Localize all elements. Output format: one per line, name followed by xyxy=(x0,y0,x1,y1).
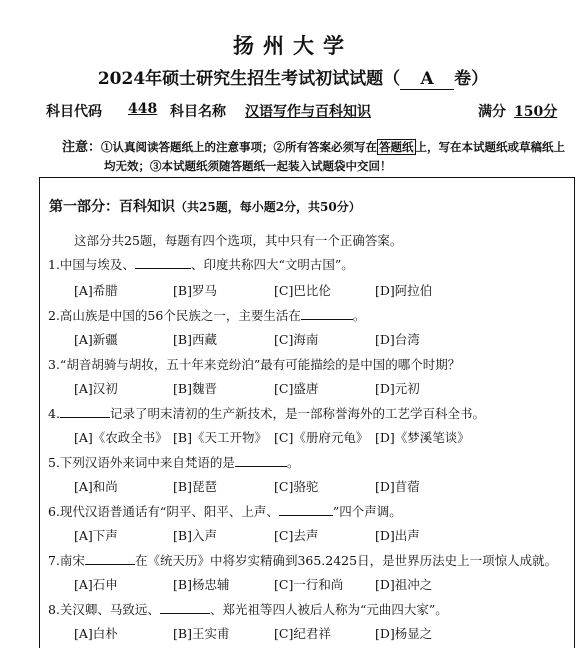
option-b: [B]琵琶 xyxy=(173,479,217,494)
subject-code: 448 xyxy=(128,101,158,117)
subject-name-label: 科目名称 xyxy=(170,104,226,120)
full-score-label: 满分 xyxy=(478,104,506,120)
option-c: [C]巴比伦 xyxy=(274,283,331,298)
question-text: 。 xyxy=(352,308,366,323)
answer-blank xyxy=(85,552,135,565)
notice-line-2: 均无效；③本试题纸须随答题纸一起装入试题袋中交回！ xyxy=(104,159,392,173)
answer-blank xyxy=(60,405,110,418)
option-b: [B]西藏 xyxy=(173,332,217,347)
question-text: 1.中国与埃及、 xyxy=(48,257,135,272)
option-b: [B]杨忠辅 xyxy=(173,577,230,592)
option-a: [A]汉初 xyxy=(74,381,118,396)
question-4 xyxy=(48,404,485,422)
exam-title xyxy=(0,64,586,90)
exam-title-suffix: 卷） xyxy=(454,69,489,89)
option-d: [D]苜蓿 xyxy=(375,479,420,494)
answer-blank xyxy=(301,307,353,320)
option-d: [D]《梦溪笔谈》 xyxy=(375,430,470,445)
option-c: [C]盛唐 xyxy=(274,381,319,396)
question-text: 6.现代汉语普通话有“阴平、阳平、上声、 xyxy=(48,504,279,519)
option-d: [D]杨显之 xyxy=(375,626,433,641)
question-5 xyxy=(48,453,299,471)
option-c: [C]骆驼 xyxy=(274,479,319,494)
section-title-text: 第一部分：百科知识 xyxy=(49,199,175,215)
question-7 xyxy=(48,551,557,569)
question-6 xyxy=(48,502,402,520)
answer-blank xyxy=(135,256,191,269)
option-d: [D]阿拉伯 xyxy=(375,283,433,298)
notice-boxed-word: 答题纸 xyxy=(379,140,414,154)
exam-title-prefix: 2024年硕士研究生招生考试初试试题（ xyxy=(97,69,401,89)
section-intro: 这部分共25题，每题有四个选项，其中只有一个正确答案。 xyxy=(74,233,403,248)
option-c: [C]《册府元龟》 xyxy=(274,430,369,445)
option-a: [A]新疆 xyxy=(74,332,118,347)
question-3: 3.“胡音胡骑与胡妆，五十年来竞纷泊”最有可能描绘的是中国的哪个时期？ xyxy=(48,357,461,372)
question-text: ”四个声调。 xyxy=(332,504,402,519)
question-text: 记录了明末清初的生产新技术，是一部称誉海外的工艺学百科全书。 xyxy=(109,406,485,421)
option-a: [A]下声 xyxy=(74,528,118,543)
question-2 xyxy=(48,306,365,324)
option-c: [C]一行和尚 xyxy=(274,577,344,592)
university-name: 扬州大学 xyxy=(233,33,353,58)
notice-text-b: 上，写在本试题纸或草稿纸上 xyxy=(415,140,566,154)
notice-text-a: ①认真阅读答题纸上的注意事项；②所有答案必须写在 xyxy=(101,140,378,154)
subject-name: 汉语写作与百科知识 xyxy=(245,104,371,120)
option-b: [B]《天工开物》 xyxy=(173,430,267,445)
question-text: 4. xyxy=(48,406,60,421)
question-text: 、印度共称四大“文明古国”。 xyxy=(190,257,354,272)
answer-blank xyxy=(160,601,210,614)
option-c: [C]海南 xyxy=(274,332,319,347)
exam-volume: A xyxy=(400,69,454,90)
option-b: [B]入声 xyxy=(173,528,217,543)
option-a: [A]和尚 xyxy=(74,479,118,494)
answer-blank xyxy=(279,503,333,516)
option-c: [C]去声 xyxy=(274,528,319,543)
subject-code-label: 科目代码 xyxy=(46,104,102,120)
answer-blank xyxy=(235,454,287,467)
section-title xyxy=(49,196,361,216)
option-d: [D]元初 xyxy=(375,381,420,396)
question-1 xyxy=(48,255,354,273)
option-a: [A]希腊 xyxy=(74,283,118,298)
option-d: [D]出声 xyxy=(375,528,420,543)
option-a: [A]石申 xyxy=(74,577,118,592)
option-b: [B]王实甫 xyxy=(173,626,230,641)
option-d: [D]祖冲之 xyxy=(375,577,433,592)
notice-label: 注意： xyxy=(62,140,102,155)
question-text: 5.下列汉语外来词中来自梵语的是 xyxy=(48,455,235,470)
option-b: [B]魏晋 xyxy=(173,381,217,396)
notice-line-1 xyxy=(62,136,565,155)
question-text: 2.高山族是中国的56个民族之一，主要生活在 xyxy=(48,308,301,323)
option-d: [D]台湾 xyxy=(375,332,420,347)
section-detail: （共25题，每小题2分，共50分） xyxy=(175,200,361,214)
option-a: [A]白朴 xyxy=(74,626,118,641)
option-c: [C]纪君祥 xyxy=(274,626,331,641)
question-text: 8.关汉卿、马致远、 xyxy=(48,602,160,617)
option-b: [B]罗马 xyxy=(173,283,217,298)
question-8 xyxy=(48,600,448,618)
question-text: 7.南宋 xyxy=(48,553,85,568)
full-score: 150分 xyxy=(514,104,558,120)
option-a: [A]《农政全书》 xyxy=(74,430,168,445)
question-text: 、郑光祖等四人被后人称为“元曲四大家”。 xyxy=(209,602,448,617)
question-text: 。 xyxy=(286,455,300,470)
question-text: 在《统天历》中将岁实精确到365.2425日，是世界历法史上一项惊人成就。 xyxy=(134,553,558,568)
